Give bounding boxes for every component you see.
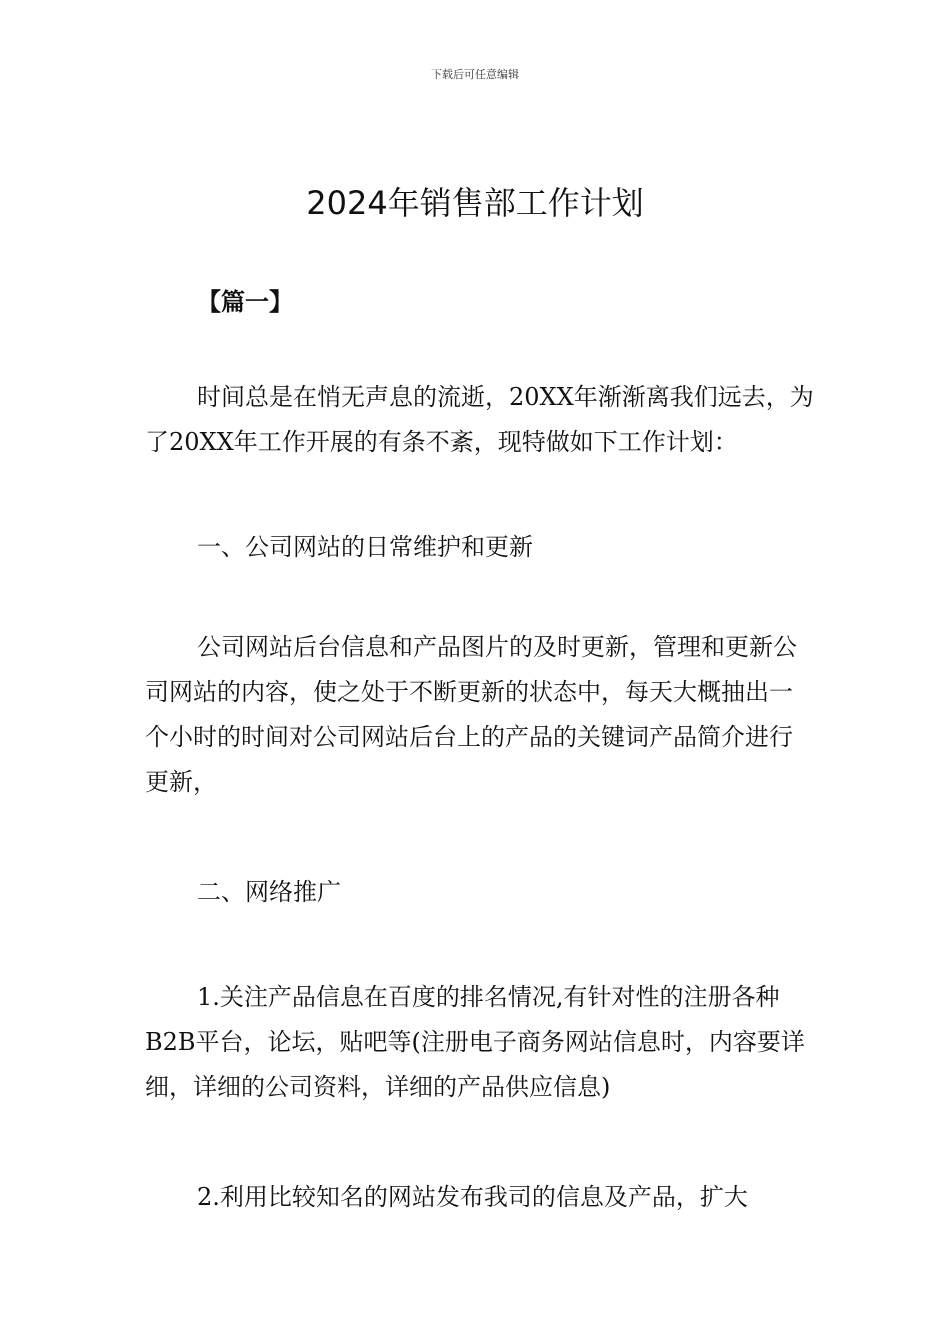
list-item-1: 1.关注产品信息在百度的排名情况,有针对性的注册各种B2B平台，论坛，贴吧等(注册电子商务网站信息时，内容要详细，详细的公司资料，详细的产品供应信息) (145, 983, 805, 1101)
section-tag: 【篇一】 (197, 288, 293, 316)
list-item-2: 2.利用比较知名的网站发布我司的信息及产品，扩大 (197, 1183, 748, 1211)
intro-paragraph: 时间总是在悄无声息的流逝，20XX年渐渐离我们远去，为了20XX年工作开展的有条不紊，现特做如下工作计划： (145, 383, 814, 456)
section-heading-2: 二、网络推广 (197, 878, 341, 906)
section-heading-1: 一、公司网站的日常维护和更新 (197, 533, 533, 561)
body-paragraph-1: 公司网站后台信息和产品图片的及时更新，管理和更新公司网站的内容，使之处于不断更新的状态中，每天大概抽出一个小时的时间对公司网站后台上的产品的关键词产品简介进行更新， (145, 633, 797, 796)
document-title: 2024年销售部工作计划 (306, 184, 644, 222)
header-note: 下载后可任意编辑 (431, 68, 519, 81)
